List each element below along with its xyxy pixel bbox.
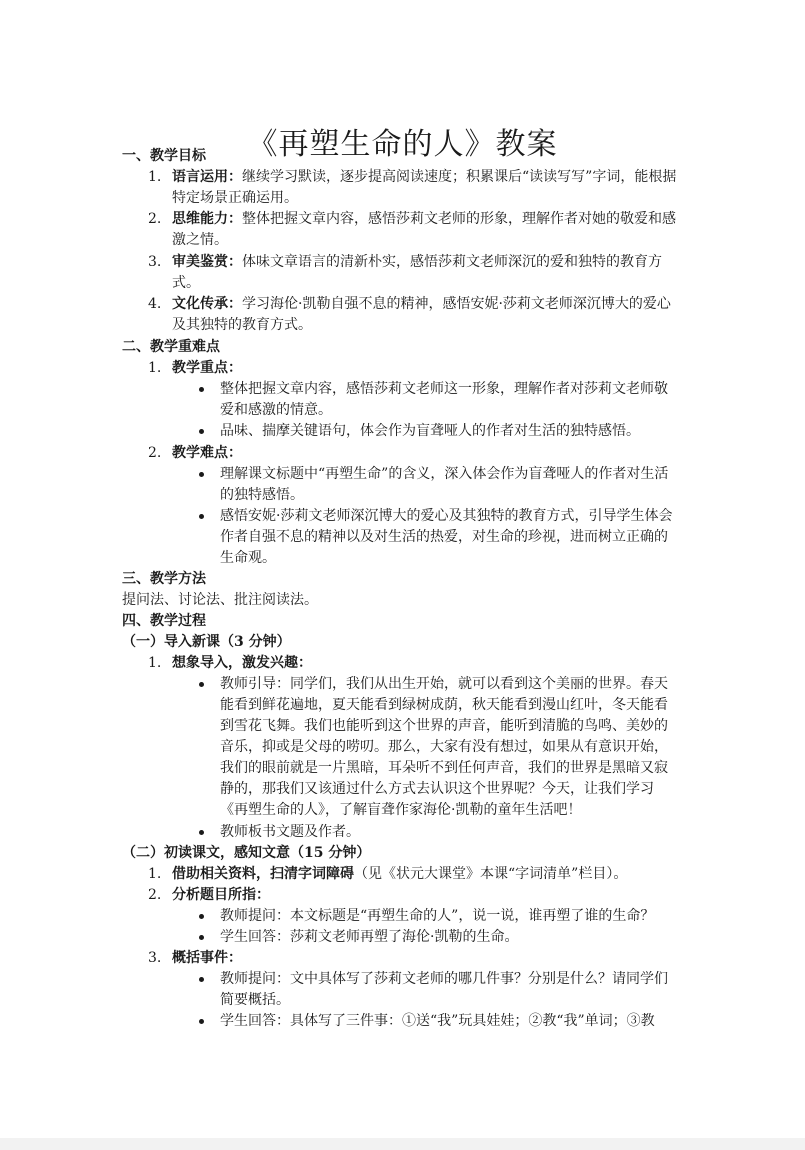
bullet-icon [199,387,204,392]
methods-text: 提问法、讨论法、批注阅读法。 [122,592,318,608]
section-heading-methods: 三、教学方法 [122,571,206,587]
bullet-icon [199,472,204,477]
bullet-icon [199,682,204,687]
section-heading-process: 四、教学过程 [122,613,206,629]
subheading-difficulty: 教学难点： [172,445,242,461]
bullet-icon [199,514,204,519]
bullet-icon [199,914,204,919]
document-page: 《再塑生命的人》教案 一、教学目标 1. 语言运用：继续学习默读，逐步提高阅读速度；积累课后“读读写写”字词，能根据 特定场景正确运用。 2. 思维能力：整体把握文章内容，感悟莎莉文老师的形象，理解作者对她的敬爱和感 激之情。 3. 审美鉴赏：体味文章语言的清新朴实，感悟莎莉文老师深沉的爱和独特的教育方 式。 4. 文化传承：学习海伦·凯勒自强不息的精神，感悟安妮·莎莉文老师深沉博大的爱心 及其独特的教育方式。 二、教学重难点 1. 教学重点： 整体把握文章内容，感悟莎莉文老师这一形象，理解作者对莎莉文老师敬 爱和感激的情意。 品味、揣摩关键语句，体会作为盲聋哑人的作者对生活的独特感悟。 2. 教学难点： 理解课文标题中“再塑生命”的含义，深入体会作为盲聋哑人的作者对生活 的独特感悟。 感悟安妮·莎莉文老师深沉博大的爱心及其独特的教育方式，引导学生体会 作者自强不息的精神以及对生活的热爱，对生命的珍视，进而树立正确的 生命观。 三、教学方法 提问法、讨论法、批注阅读法。 四、教学过程 （一）导入新课（3 分钟） 1. 想象导入，激发兴趣： 教师引导：同学们，我们从出生开始，就可以看到这个美丽的世界。春天 能看到鲜花遍地，夏天能看到绿树成荫，秋天能看到漫山红叶，冬天能看 到雪花飞舞。我们也能听到这个世界的声音，能听到清脆的鸟鸣、美妙的 音乐，抑或是父母的唠叨。那么，大家有没有想过，如果从有意识开始， 我们的眼前就是一片黑暗，耳朵听不到任何声音，我们的世界是黑暗又寂 静的，那我们又该通过什么方式去认识这个世界呢？今天，让我们学习 《再塑生命的人》，了解盲聋作家海伦·凯勒的童年生活吧！ 教师板书文题及作者。 （二）初读课文，感知文意（15 分钟） 1. 借助相关资料，扫清字词障碍（见《状元大课堂》本课“字词清单”栏目）。 2. 分析题目所指： 教师提问：本文标题是“再塑生命的人”，说一说，谁再塑了谁的生命？ 学生回答：莎莉文老师再塑了海伦·凯勒的生命。 3. 概括事件： 教师提问：文中具体写了莎莉文老师的哪几件事？分别是什么？请同学们 简要概括。 学生回答：具体写了三件事：①送“我”玩具娃娃；②教“我”单词；③教 [0,0,805,1138]
section-heading-objectives: 一、教学目标 [122,148,206,164]
subsection-heading-intro: （一）导入新课（3 分钟） [122,634,291,650]
subsection-heading-first-reading: （二）初读课文，感知文意（15 分钟） [122,845,371,861]
bullet-icon [199,429,204,434]
section-heading-key-points: 二、教学重难点 [122,339,220,355]
document-title: 《再塑生命的人》教案 [247,127,558,163]
bullet-icon [199,935,204,940]
bullet-icon [199,1019,204,1024]
subheading-focus: 教学重点： [172,360,242,376]
bullet-icon [199,830,204,835]
bullet-icon [199,977,204,982]
